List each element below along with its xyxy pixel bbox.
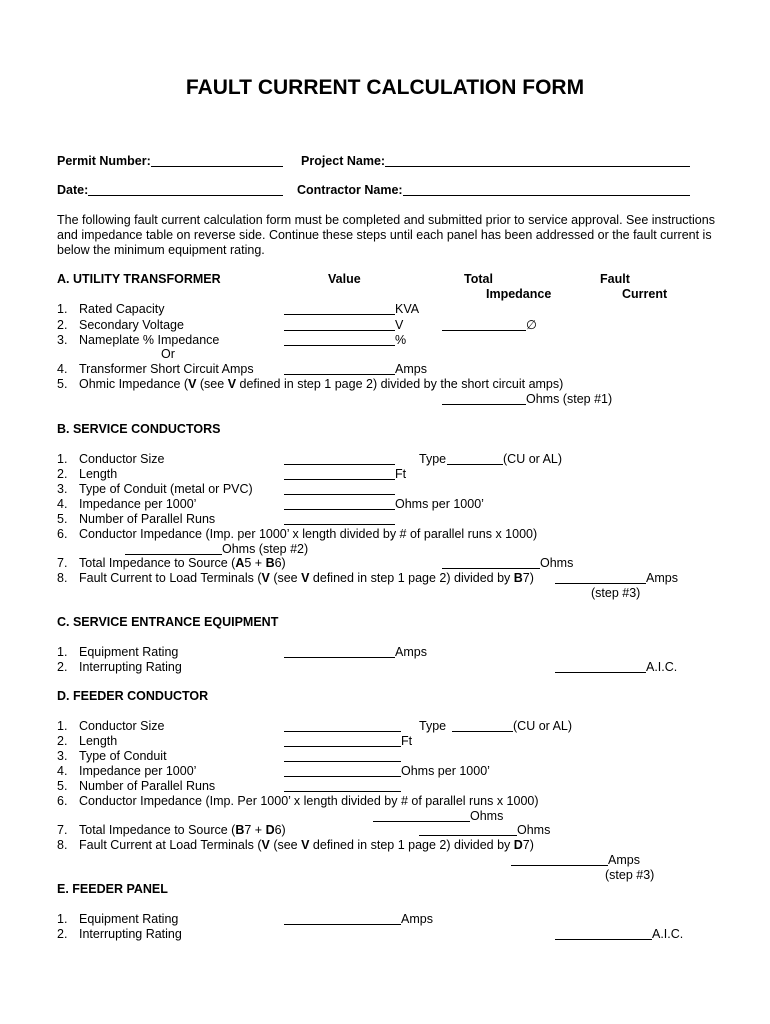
conductor-size-label: Conductor Size <box>79 719 165 733</box>
nameplate-impedance-field[interactable] <box>284 345 395 346</box>
step-label: (step #3) <box>591 586 641 600</box>
unit-label: Amps <box>395 645 427 659</box>
fault-column-header: Fault <box>600 272 630 286</box>
item-number: 8. <box>57 838 68 852</box>
item-number: 3. <box>57 333 68 347</box>
impedance-per-1000-label: Impedance per 1000’ <box>79 497 197 511</box>
item-number: 1. <box>57 645 68 659</box>
conductor-size-field[interactable] <box>284 731 401 732</box>
item-number: 4. <box>57 497 68 511</box>
item-number: 6. <box>57 794 68 808</box>
impedance-per-1000-field[interactable] <box>284 509 395 510</box>
short-circuit-amps-field[interactable] <box>284 374 395 375</box>
parallel-runs-field[interactable] <box>284 791 401 792</box>
impedance-per-1000-label: Impedance per 1000’ <box>79 764 197 778</box>
item-number: 3. <box>57 482 68 496</box>
section-c-heading: C. SERVICE ENTRANCE EQUIPMENT <box>57 615 279 629</box>
item-number: 2. <box>57 927 68 941</box>
item-number: 2. <box>57 467 68 481</box>
conduit-type-field[interactable] <box>284 761 401 762</box>
date-field[interactable] <box>88 195 283 196</box>
unit-label: Ohms per 1000’ <box>395 497 484 511</box>
conductor-type-field[interactable] <box>452 731 513 732</box>
item-number: 5. <box>57 779 68 793</box>
or-label: Or <box>161 347 175 361</box>
type-unit-label: (CU or AL) <box>503 452 563 466</box>
item-number: 5. <box>57 512 68 526</box>
fault-current-label: Fault Current at Load Terminals (V (see V defined in step 1 page 2) divided by D7) <box>79 838 534 852</box>
interrupting-rating-field[interactable] <box>555 672 646 673</box>
equipment-rating-field[interactable] <box>284 924 401 925</box>
ohmic-impedance-label: Ohmic Impedance (V (see V defined in step 1 page 2) divided by the short circuit amps) <box>79 377 564 391</box>
short-circuit-amps-label: Transformer Short Circuit Amps <box>79 362 254 376</box>
rated-capacity-field[interactable] <box>284 314 395 315</box>
equipment-rating-field[interactable] <box>284 657 395 658</box>
unit-label: Ft <box>401 734 413 748</box>
unit-label: Ohms (step #2) <box>222 542 309 556</box>
unit-label: Amps <box>608 853 640 867</box>
item-number: 2. <box>57 734 68 748</box>
unit-label: Amps <box>646 571 678 585</box>
conduit-type-label: Type of Conduit <box>79 749 167 763</box>
unit-label: Ohms per 1000’ <box>401 764 490 778</box>
impedance-column-header: Impedance <box>486 287 552 301</box>
unit-label: Ohms (step #1) <box>526 392 613 406</box>
conductor-impedance-label: Conductor Impedance (Imp. per 1000’ x length divided by # of parallel runs x 1000) <box>79 527 538 541</box>
conductor-impedance-field[interactable] <box>125 554 222 555</box>
interrupting-rating-field[interactable] <box>555 939 652 940</box>
permit-number-field[interactable] <box>151 166 283 167</box>
item-number: 5. <box>57 377 68 391</box>
permit-number-label: Permit Number: <box>57 154 151 168</box>
type-unit-label: (CU or AL) <box>513 719 573 733</box>
type-label: Type <box>419 452 447 466</box>
equipment-rating-label: Equipment Rating <box>79 912 179 926</box>
length-label: Length <box>79 467 118 481</box>
unit-label: A.I.C. <box>646 660 678 674</box>
unit-label: Amps <box>395 362 427 376</box>
length-field[interactable] <box>284 746 401 747</box>
fault-current-label: Fault Current to Load Terminals (V (see V defined in step 1 page 2) divided by B7) <box>79 571 534 585</box>
ohmic-impedance-field[interactable] <box>442 404 526 405</box>
item-number: 7. <box>57 823 68 837</box>
item-number: 4. <box>57 764 68 778</box>
item-number: 1. <box>57 719 68 733</box>
equipment-rating-label: Equipment Rating <box>79 645 179 659</box>
phase-symbol: ∅ <box>526 318 537 332</box>
phase-field[interactable] <box>442 330 526 331</box>
unit-label: Amps <box>401 912 433 926</box>
parallel-runs-label: Number of Parallel Runs <box>79 779 216 793</box>
value-column-header: Value <box>328 272 361 286</box>
unit-label: Ohms <box>517 823 551 837</box>
interrupting-rating-label: Interrupting Rating <box>79 927 182 941</box>
item-number: 8. <box>57 571 68 585</box>
item-number: 6. <box>57 527 68 541</box>
conductor-type-field[interactable] <box>447 464 503 465</box>
date-label: Date: <box>57 183 89 197</box>
nameplate-impedance-label: Nameplate % Impedance <box>79 333 220 347</box>
section-d-heading: D. FEEDER CONDUCTOR <box>57 689 209 703</box>
length-label: Length <box>79 734 118 748</box>
interrupting-rating-label: Interrupting Rating <box>79 660 182 674</box>
item-number: 1. <box>57 302 68 316</box>
parallel-runs-field[interactable] <box>284 524 395 525</box>
item-number: 3. <box>57 749 68 763</box>
section-b-heading: B. SERVICE CONDUCTORS <box>57 422 221 436</box>
conductor-size-field[interactable] <box>284 464 395 465</box>
total-impedance-field[interactable] <box>442 568 540 569</box>
contractor-name-label: Contractor Name: <box>297 183 403 197</box>
unit-label: Ohms <box>470 809 504 823</box>
total-column-header: Total <box>464 272 493 286</box>
total-impedance-label: Total Impedance to Source (A5 + B6) <box>79 556 286 570</box>
item-number: 2. <box>57 660 68 674</box>
item-number: 1. <box>57 452 68 466</box>
contractor-name-field[interactable] <box>403 195 690 196</box>
unit-label: V <box>395 318 404 332</box>
secondary-voltage-field[interactable] <box>284 330 395 331</box>
conduit-type-label: Type of Conduit (metal or PVC) <box>79 482 253 496</box>
secondary-voltage-label: Secondary Voltage <box>79 318 184 332</box>
unit-label: A.I.C. <box>652 927 684 941</box>
item-number: 2. <box>57 318 68 332</box>
section-a-heading: A. UTILITY TRANSFORMER <box>57 272 221 286</box>
item-number: 7. <box>57 556 68 570</box>
parallel-runs-label: Number of Parallel Runs <box>79 512 216 526</box>
total-impedance-field[interactable] <box>419 835 517 836</box>
intro-paragraph: The following fault current calculation form must be completed and submitted prior to service approval. See instructions and impedance table on reverse side. Continue these steps until each panel has been addressed or the fault current is below the minimum equipment rating. <box>57 213 715 257</box>
fault-current-field[interactable] <box>555 583 646 584</box>
conductor-impedance-label: Conductor Impedance (Imp. Per 1000’ x length divided by # of parallel runs x 1000) <box>79 794 539 808</box>
project-name-label: Project Name: <box>301 154 386 168</box>
total-impedance-label: Total Impedance to Source (B7 + D6) <box>79 823 286 837</box>
item-number: 4. <box>57 362 68 376</box>
fault-current-field[interactable] <box>511 865 608 866</box>
impedance-per-1000-field[interactable] <box>284 776 401 777</box>
conductor-impedance-field[interactable] <box>373 821 470 822</box>
form-title: FAULT CURRENT CALCULATION FORM <box>185 76 585 99</box>
unit-label: KVA <box>395 302 420 316</box>
section-e-heading: E. FEEDER PANEL <box>57 882 168 896</box>
conduit-type-field[interactable] <box>284 494 395 495</box>
project-name-field[interactable] <box>385 166 690 167</box>
item-number: 1. <box>57 912 68 926</box>
rated-capacity-label: Rated Capacity <box>79 302 165 316</box>
unit-label: % <box>395 333 407 347</box>
unit-label: Ohms <box>540 556 574 570</box>
type-label: Type <box>419 719 447 733</box>
unit-label: Ft <box>395 467 407 481</box>
current-column-header: Current <box>622 287 668 301</box>
conductor-size-label: Conductor Size <box>79 452 165 466</box>
step-label: (step #3) <box>605 868 655 882</box>
length-field[interactable] <box>284 479 395 480</box>
